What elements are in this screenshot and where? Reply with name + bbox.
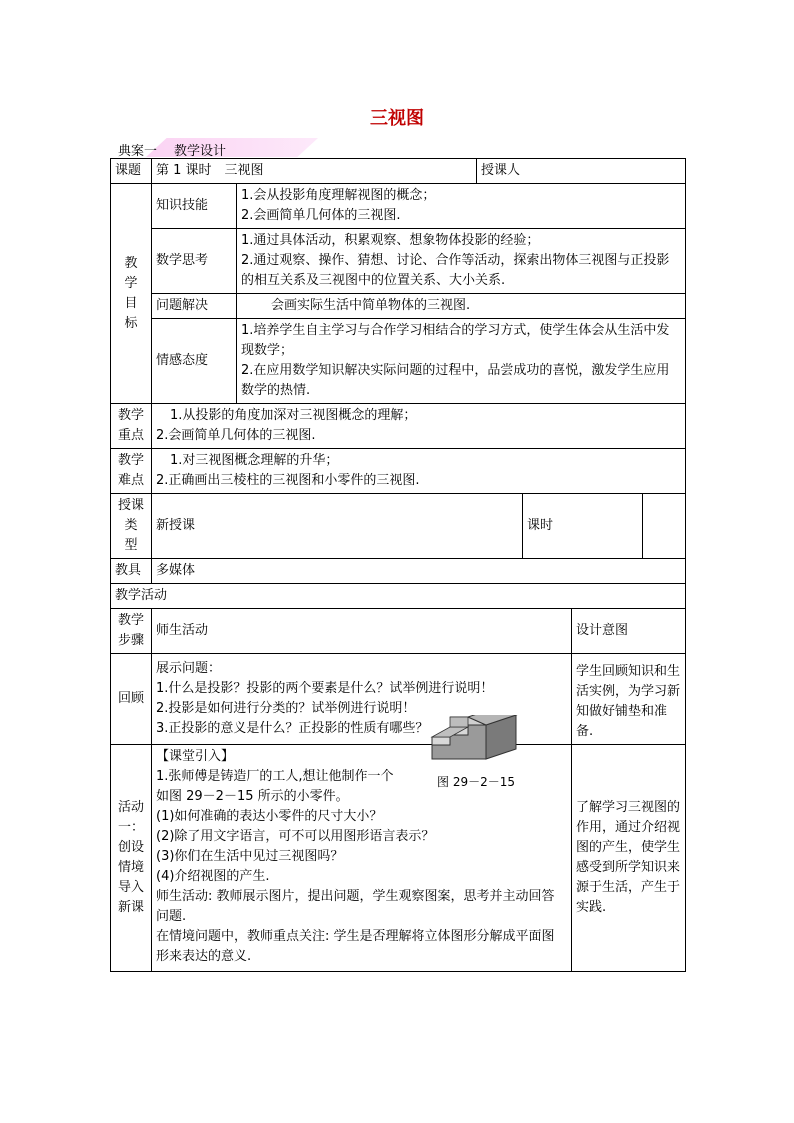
goal-label-thinking: 数学思考	[152, 229, 237, 294]
review-design: 学生回顾知识和生活实例，为学习新知做好铺垫和准备.	[572, 654, 686, 745]
lesson-table	[110, 158, 686, 972]
activity1-label: 活动 一： 创设 情境 导入 新课	[111, 745, 152, 972]
banner-right: 教学设计	[174, 144, 227, 159]
goal-text-attitude: 1.培养学生自主学习与合作学习相结合的学习方式，使学生体会从生活中发现数学； 2.在应用数学知识解决实际问题的过程中，品尝成功的喜悦，激发学生应用数学的热情.	[237, 319, 686, 404]
goal-text-thinking: 1.通过具体活动，积累观察、想象物体投影的经验； 2.通过观察、操作、猜想、讨论、合作等活动，探索出物体三视图与正投影的相互关系及三视图中的位置关系、大小关系.	[237, 229, 686, 294]
hours-label: 课时	[523, 494, 643, 559]
difficulty-label: 教学 难点	[111, 449, 152, 494]
activity-header: 教学活动	[111, 584, 686, 609]
activity1-design: 了解学习三视图的作用，通过介绍视图的产生，使学生感受到所学知识来源于生活，产生于实践.	[572, 745, 686, 972]
goal-label-knowledge: 知识技能	[152, 184, 237, 229]
review-text: 展示问题： 1.什么是投影？投影的两个要素是什么？试举例进行说明！ 2.投影是如何进行分类的？试举例进行说明！ 3.正投影的意义是什么？正投影的性质有哪些？	[152, 654, 572, 745]
topic-label: 课题	[111, 159, 152, 184]
goal-text-problem: 会画实际生活中简单物体的三视图.	[237, 294, 686, 319]
topic-value: 第 1 课时 三视图	[152, 159, 477, 184]
steps-label: 教学 步骤	[111, 609, 152, 654]
tools-value: 多媒体	[152, 559, 686, 584]
difficulty-text: 1.对三视图概念理解的升华； 2.正确画出三棱柱的三视图和小零件的三视图.	[152, 449, 686, 494]
type-value: 新授课	[152, 494, 523, 559]
goal-label-attitude: 情感态度	[152, 319, 237, 404]
hours-value	[643, 494, 686, 559]
figure-caption: 图 29－2－15	[437, 775, 515, 789]
page-title: 三视图	[370, 108, 424, 129]
type-label: 授课 类 型	[111, 494, 152, 559]
activity1-text: 【课堂引入】 1.张师傅是铸造厂的工人,想让他制作一个 如图 29－2－15 所示的小零件。 (1)如何准确的表达小零件的尺寸大小？ (2)除了用文字语言，可不可以用图形语言表示？ (3)你们在生活中见过三视图吗？ (4)介绍视图的产生. 师生活动: 教师展示图片，提出问题，学生观察图案，思考并主动回答问题. 在情境问题中，教师重点关注: 学生是否理解将立体图形分解成平面图形来表达的意义.	[152, 745, 572, 972]
col-teacher-header: 师生活动	[152, 609, 572, 654]
tools-label: 教具	[111, 559, 152, 584]
stair-part-figure	[430, 715, 520, 771]
key-text: 1.从投影的角度加深对三视图概念的理解； 2.会画简单几何体的三视图.	[152, 404, 686, 449]
teacher-label: 授课人	[477, 159, 686, 184]
review-label: 回顾	[111, 654, 152, 745]
banner-left: 典案一	[118, 144, 158, 159]
goals-label: 教 学 目 标	[111, 184, 152, 404]
goal-label-problem: 问题解决	[152, 294, 237, 319]
key-label: 教学 重点	[111, 404, 152, 449]
section-banner	[118, 138, 318, 157]
goal-text-knowledge: 1.会从投影角度理解视图的概念； 2.会画简单几何体的三视图.	[237, 184, 686, 229]
banner-stripe	[146, 138, 318, 157]
col-design-header: 设计意图	[572, 609, 686, 654]
